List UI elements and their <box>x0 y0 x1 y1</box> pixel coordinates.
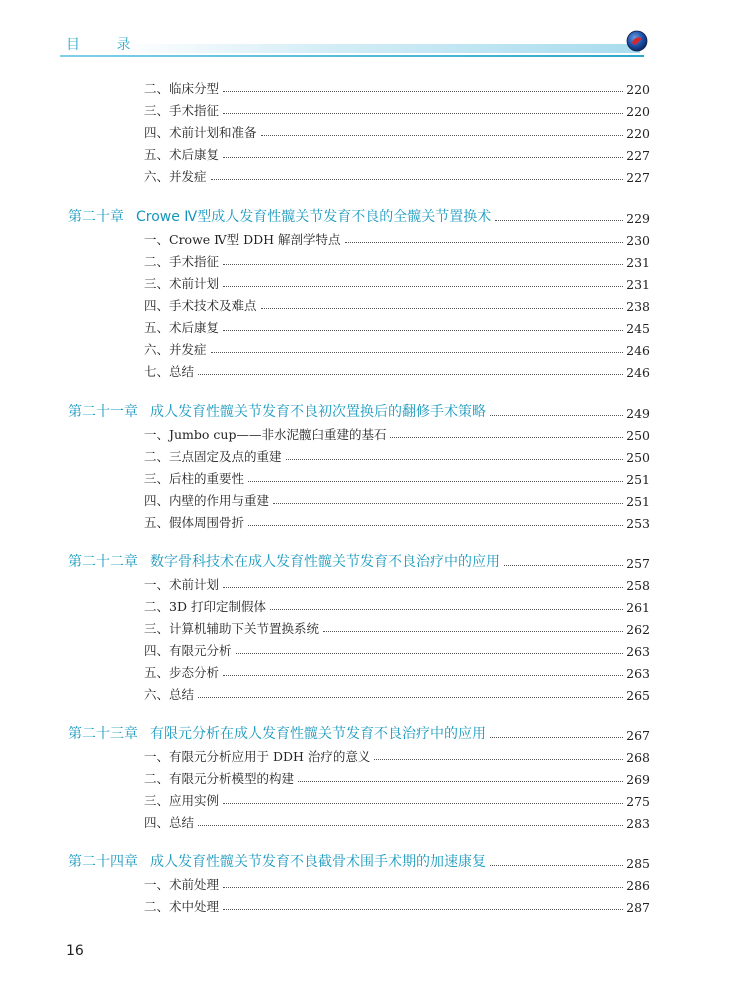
toc-section-title: 四、内壁的作用与重建 <box>144 493 270 508</box>
toc-page-number: 238 <box>626 299 650 314</box>
dot-leader <box>211 179 624 180</box>
dot-leader <box>248 481 623 482</box>
toc-section-title: 六、总结 <box>144 687 195 702</box>
dot-leader <box>270 609 623 610</box>
toc-section-title: 三、应用实例 <box>144 793 220 808</box>
toc-page-number: 269 <box>626 772 650 787</box>
toc-page-number: 287 <box>626 900 650 915</box>
toc-section-row <box>0 595 730 615</box>
toc-page-number: 286 <box>626 878 650 893</box>
toc-page-number: 262 <box>626 622 650 637</box>
header-band <box>120 44 640 53</box>
toc-section-row <box>0 294 730 314</box>
toc-page-number: 246 <box>626 365 650 380</box>
toc-section-row <box>0 639 730 659</box>
toc-page-number: 220 <box>626 104 650 119</box>
toc-section-row <box>0 423 730 443</box>
toc-page-number: 249 <box>626 406 650 421</box>
toc-chapter-title: 数字骨科技术在成人发育性髋关节发育不良治疗中的应用 <box>150 554 500 570</box>
toc-section-row <box>0 77 730 97</box>
toc-section-title: 五、术后康复 <box>144 147 220 162</box>
toc-page-number: 251 <box>626 494 650 509</box>
toc-page-number: 283 <box>626 816 650 831</box>
dot-leader <box>261 308 624 309</box>
toc-page-number: 265 <box>626 688 650 703</box>
toc-page-number: 220 <box>626 126 650 141</box>
toc-page-number: 250 <box>626 428 650 443</box>
toc-chapter-row <box>0 551 730 571</box>
toc-section-row <box>0 789 730 809</box>
toc-chapter-number: 第二十三章 <box>68 726 138 742</box>
toc-section-title: 二、临床分型 <box>144 81 220 96</box>
dot-leader <box>261 135 624 136</box>
toc-section-row <box>0 873 730 893</box>
toc-section-row <box>0 617 730 637</box>
toc-page-number: 227 <box>626 148 650 163</box>
toc-section-title: 三、计算机辅助下关节置换系统 <box>144 621 320 636</box>
toc-section-row <box>0 250 730 270</box>
toc-section-title: 一、有限元分析应用于 DDH 治疗的意义 <box>144 749 371 764</box>
dot-leader <box>223 587 623 588</box>
toc-section-title: 五、假体周围骨折 <box>144 515 245 530</box>
toc-section-title: 六、并发症 <box>144 169 207 184</box>
toc-page-number: 246 <box>626 343 650 358</box>
toc-section-row <box>0 573 730 593</box>
dot-leader <box>223 887 623 888</box>
toc-section-row <box>0 745 730 765</box>
dot-leader <box>298 781 623 782</box>
toc-page-number: 231 <box>626 255 650 270</box>
toc-page-number: 267 <box>626 728 650 743</box>
toc-section-title: 六、并发症 <box>144 342 207 357</box>
dot-leader <box>390 437 623 438</box>
dot-leader <box>223 157 623 158</box>
header-rule <box>60 55 644 57</box>
toc-section-title: 一、Jumbo cup——非水泥髋臼重建的基石 <box>144 427 387 442</box>
toc-chapter-title: 成人发育性髋关节发育不良截骨术围手术期的加速康复 <box>150 854 486 870</box>
page-number: 16 <box>66 943 84 959</box>
toc-chapter-title-group <box>68 551 500 571</box>
toc-page-number: 261 <box>626 600 650 615</box>
dot-leader <box>223 286 623 287</box>
toc-section-row <box>0 811 730 831</box>
toc-page-number: 229 <box>626 211 650 226</box>
toc-section-title: 四、手术技术及难点 <box>144 298 257 313</box>
toc-chapter-title: 成人发育性髋关节发育不良初次置换后的翻修手术策略 <box>150 404 486 420</box>
toc-page-number: 275 <box>626 794 650 809</box>
dot-leader <box>248 525 623 526</box>
toc-page-number: 250 <box>626 450 650 465</box>
toc-chapter-title: Crowe Ⅳ型成人发育性髋关节发育不良的全髋关节置换术 <box>136 209 492 225</box>
toc-chapter-title-group <box>68 401 486 421</box>
toc-chapter-number: 第二十一章 <box>68 404 138 420</box>
toc-section-row <box>0 767 730 787</box>
toc-chapter-row <box>0 206 730 226</box>
toc-section-row <box>0 99 730 119</box>
toc-section-row <box>0 121 730 141</box>
toc-chapter-title: 有限元分析在成人发育性髋关节发育不良治疗中的应用 <box>150 726 486 742</box>
toc-section-title: 三、手术指征 <box>144 103 220 118</box>
dot-leader <box>236 653 624 654</box>
dot-leader <box>223 675 623 676</box>
dot-leader <box>323 631 623 632</box>
toc-section-title: 三、术前计划 <box>144 276 220 291</box>
toc-section-title: 一、Crowe Ⅳ型 DDH 解剖学特点 <box>144 232 341 247</box>
dot-leader <box>198 825 623 826</box>
dot-leader <box>211 352 624 353</box>
toc-page-number: 258 <box>626 578 650 593</box>
toc-section-title: 三、后柱的重要性 <box>144 471 245 486</box>
toc-section-row <box>0 895 730 915</box>
toc-page-number: 231 <box>626 277 650 292</box>
toc-chapter-row <box>0 851 730 871</box>
toc-section-row <box>0 489 730 509</box>
toc-page-number: 257 <box>626 556 650 571</box>
dot-leader <box>223 264 623 265</box>
toc-section-row <box>0 445 730 465</box>
page-header <box>0 0 730 60</box>
toc-section-row <box>0 272 730 292</box>
toc-section-row <box>0 360 730 380</box>
toc-page-number: 251 <box>626 472 650 487</box>
dot-leader <box>223 330 623 331</box>
dot-leader <box>198 374 623 375</box>
toc-section-title: 七、总结 <box>144 364 195 379</box>
toc-section-row <box>0 143 730 163</box>
dot-leader <box>490 865 623 866</box>
toc-section-title: 一、术前处理 <box>144 877 220 892</box>
toc-section-title: 二、手术指征 <box>144 254 220 269</box>
toc-section-row <box>0 661 730 681</box>
toc-section-title: 二、三点固定及点的重建 <box>144 449 282 464</box>
dot-leader <box>504 565 623 566</box>
toc-chapter-title-group <box>68 851 486 871</box>
dot-leader <box>286 459 624 460</box>
dot-leader <box>223 803 623 804</box>
toc-chapter-row <box>0 401 730 421</box>
dot-leader <box>490 415 623 416</box>
toc-section-title: 四、有限元分析 <box>144 643 232 658</box>
toc-chapter-title-group <box>68 723 486 743</box>
dot-leader <box>273 503 623 504</box>
toc-section-row <box>0 316 730 336</box>
toc-page-number: 263 <box>626 644 650 659</box>
toc-section-title: 四、术前计划和准备 <box>144 125 257 140</box>
toc-section-row <box>0 683 730 703</box>
toc-section-row <box>0 228 730 248</box>
dot-leader <box>490 737 623 738</box>
dot-leader <box>345 242 624 243</box>
dot-leader <box>223 113 623 114</box>
toc-chapter-number: 第二十章 <box>68 209 124 225</box>
toc-chapter-row <box>0 723 730 743</box>
publisher-logo-icon <box>626 30 648 52</box>
toc-section-title: 一、术前计划 <box>144 577 220 592</box>
header-title: 目 录 <box>66 37 147 53</box>
toc-page-number: 245 <box>626 321 650 336</box>
dot-leader <box>223 91 623 92</box>
toc-chapter-title-group <box>68 206 491 226</box>
toc-chapter-number: 第二十二章 <box>68 554 138 570</box>
toc-page-number: 285 <box>626 856 650 871</box>
toc-page-number: 268 <box>626 750 650 765</box>
toc-page-number: 230 <box>626 233 650 248</box>
toc-section-row <box>0 467 730 487</box>
dot-leader <box>223 909 623 910</box>
toc-section-title: 二、3D 打印定制假体 <box>144 599 266 614</box>
dot-leader <box>374 759 623 760</box>
toc-section-row <box>0 338 730 358</box>
toc-section-title: 五、步态分析 <box>144 665 220 680</box>
dot-leader <box>495 220 623 221</box>
toc-page-number: 220 <box>626 82 650 97</box>
toc-page-number: 227 <box>626 170 650 185</box>
toc-section-row <box>0 511 730 531</box>
toc-section-title: 二、术中处理 <box>144 899 220 914</box>
toc-section-title: 二、有限元分析模型的构建 <box>144 771 295 786</box>
toc-page-number: 253 <box>626 516 650 531</box>
dot-leader <box>198 697 623 698</box>
toc-section-row <box>0 165 730 185</box>
toc-page-number: 263 <box>626 666 650 681</box>
toc-chapter-number: 第二十四章 <box>68 854 138 870</box>
toc-section-title: 五、术后康复 <box>144 320 220 335</box>
toc-section-title: 四、总结 <box>144 815 195 830</box>
